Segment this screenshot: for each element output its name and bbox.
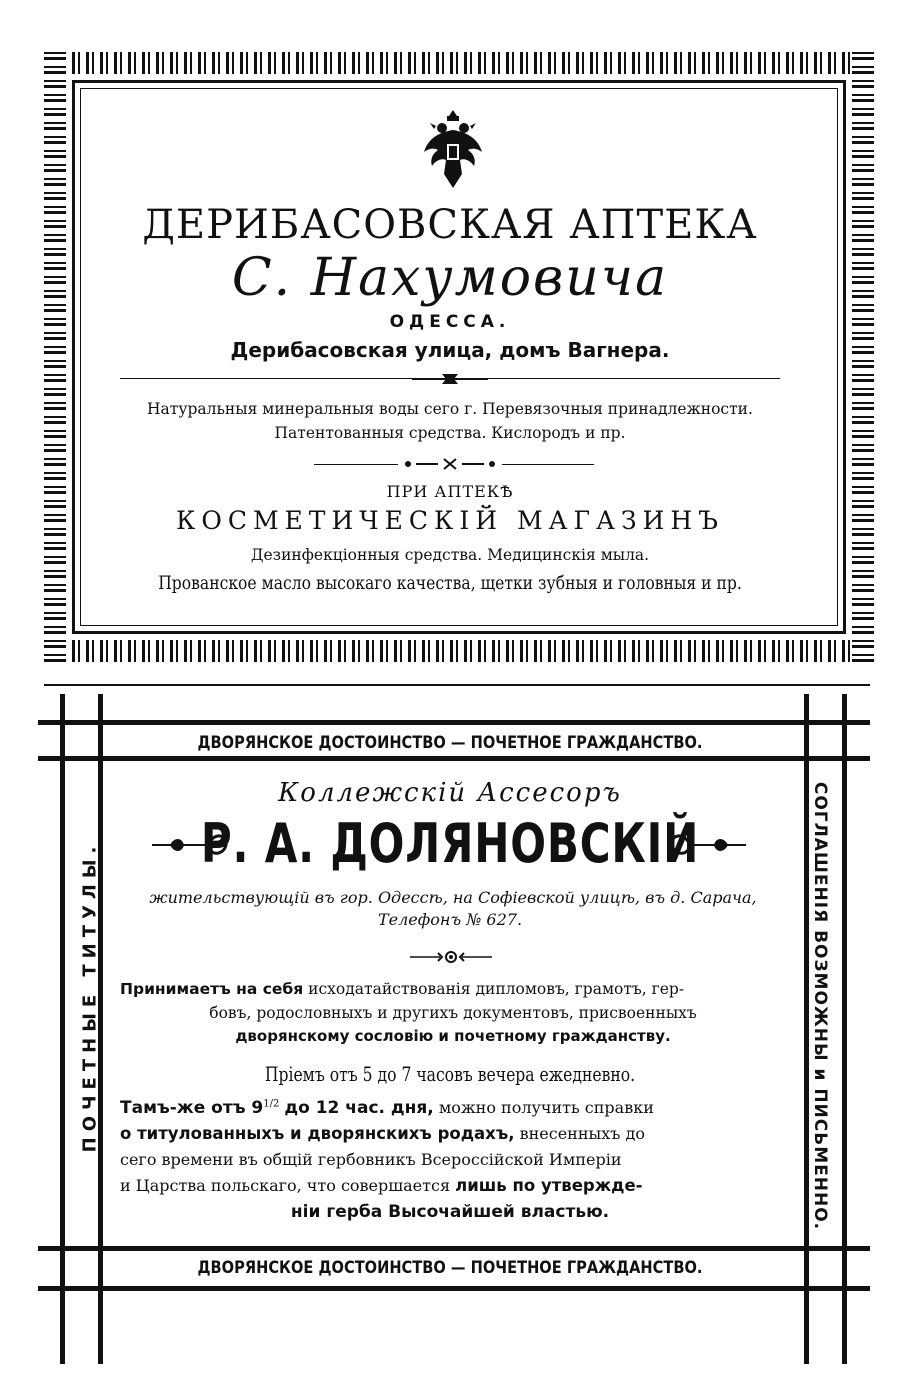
info-text-2: внесенныхъ до [519,1124,645,1143]
info-line3: сего времени въ общій гербовникъ Всероссійской Имперіи [120,1150,622,1169]
services-line3: дворянскому сословію и почетному гражданству. [235,1027,671,1045]
info-bold-3: о титулованныхъ и дворянскихъ родахъ, [120,1124,515,1143]
residence-line: жительствующій въ гор. Одессѣ, на Софіевской улицѣ, въ д. Сарача, [149,888,757,907]
reception-hours: Пріемъ отъ 5 до 7 часовъ вечера ежедневно. [264,1062,636,1086]
cosmetic-shop-title: КОСМЕТИЧЕСКІЙ МАГАЗИНЪ [175,506,725,535]
inner-hairline-bottom [80,625,838,626]
services-line1 [120,980,786,998]
info-bold-4: лишь по утвержде- [455,1176,643,1195]
ornamental-border-bottom [44,640,874,662]
phone-line: Телефонъ № 627. [377,910,523,929]
divider-ornament-2 [398,457,502,471]
ornamental-border-top [44,52,874,74]
frame-bar-top-1 [38,720,870,725]
pharmacy-goods-line1: Натуральныя минеральныя воды сего г. Перевязочныя принадлежности. [147,400,753,418]
frame-bar-bottom-1 [38,1246,870,1251]
pharmacy-goods-line2: Патентованныя средства. Кислородъ и пр. [274,424,626,442]
inner-rule-top [72,80,846,83]
info-line5: ніи герба Высочайшей властью. [290,1202,610,1222]
services-bold: Принимаетъ на себя [120,980,304,998]
info-text-4: и Царства польскаго, что совершается [120,1176,451,1195]
services-text: исходатайствованія дипломовъ, грамотъ, гер- [308,980,685,998]
at-pharmacy-label: ПРИ АПТЕКѢ [386,482,514,501]
info-fraction: 1/2 [263,1098,280,1110]
pharmacy-title: ДЕРИБАСОВСКАЯ АПТЕКА [142,202,758,248]
agent-name: Р. А. ДОЛЯНОВСКІЙ [200,812,700,875]
info-bold-2: до 12 час. дня, [284,1098,434,1118]
rank-title: Коллежскій Ассесоръ [278,778,622,808]
divider-rule-1 [120,378,780,379]
divider-ornament-1 [412,372,488,386]
banner-bottom: ДВОРЯНСКОЕ ДОСТОИНСТВО — ПОЧЕТНОЕ ГРАЖДАНСТВО. [197,1258,703,1278]
pharmacy-owner: С. Нахумовича [231,248,669,308]
ads-separator [44,684,870,686]
pharmacy-city: ОДЕССА. [389,312,511,332]
info-text-1: можно получить справки [438,1098,654,1117]
pharmacy-address: Дерибасовская улица, домъ Вагнера. [230,338,670,362]
side-text-right: СОГЛАШЕНІЯ ВОЗМОЖНЫ и ПИСЬМЕННО. [810,781,830,1231]
double-headed-eagle-icon [420,108,486,192]
frame-bar-bottom-2 [38,1286,870,1291]
info-line4 [120,1176,790,1195]
inner-rule-bottom [72,631,846,634]
side-text-left: ПОЧЕТНЫЕ ТИТУЛЫ. [79,840,101,1153]
pharmacy-goods-line4: Прованское масло высокаго качества, щетки зубныя и головныя и пр. [158,572,742,594]
frame-bar-top-2 [38,756,870,761]
inner-hairline-top [80,88,838,89]
info-line1 [120,1098,790,1118]
pharmacy-goods-line3: Дезинфекціонныя средства. Медицинскія мыла. [250,546,650,564]
info-bold-1: Тамъ-же отъ 9 [120,1098,264,1118]
banner-top: ДВОРЯНСКОЕ ДОСТОИНСТВО — ПОЧЕТНОЕ ГРАЖДАНСТВО. [197,733,703,753]
services-line2: бовъ, родословныхъ и другихъ документовъ, присвоенныхъ [209,1004,697,1022]
flourish-right-icon [668,830,748,860]
info-line2 [120,1124,790,1143]
divider-ornament-3 [410,950,492,964]
